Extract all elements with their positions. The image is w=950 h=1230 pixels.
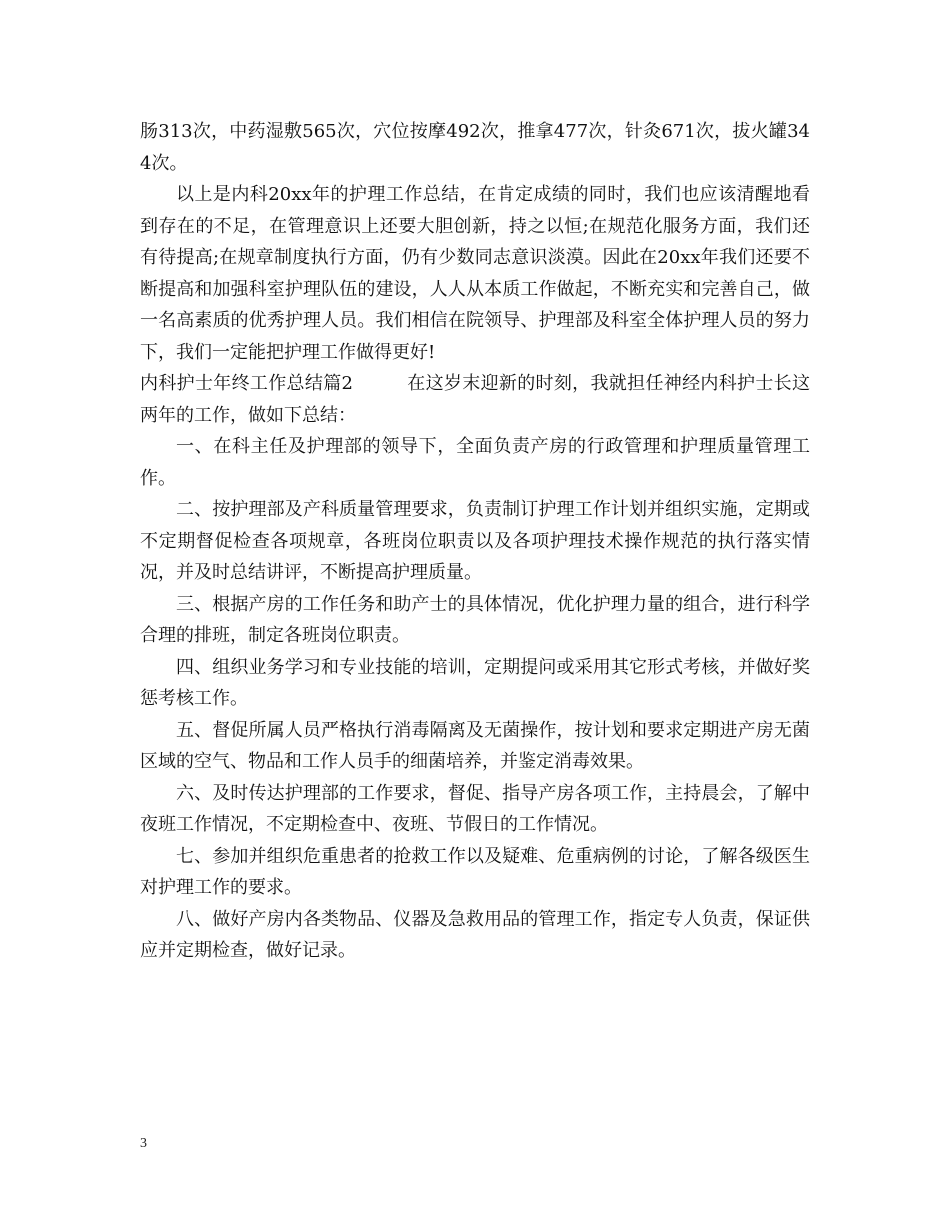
list-item: 八、做好产房内各类物品、仪器及急救用品的管理工作，指定专人负责，保证供应并定期检查，做好记录。 bbox=[140, 908, 810, 961]
list-item: 五、督促所属人员严格执行消毒隔离及无菌操作，按计划和要求定期进产房无菌区域的空气、物品和工作人员手的细菌培养，并鉴定消毒效果。 bbox=[140, 719, 810, 772]
section-intro: 在这岁末迎新的时刻，我就担任神经内科护士长这两年的工作，做如下总结： bbox=[140, 373, 810, 426]
list-item: 一、在科主任及护理部的领导下，全面负责产房的行政管理和护理质量管理工作。 bbox=[140, 436, 810, 489]
list-item: 四、组织业务学习和专业技能的培训，定期提问或采用其它形式考核，并做好奖惩考核工作。 bbox=[140, 656, 810, 709]
section-title: 内科护士年终工作总结篇2 bbox=[140, 373, 353, 394]
list-item: 二、按护理部及产科质量管理要求，负责制订护理工作计划并组织实施，定期或不定期督促检查各项规章，各班岗位职责以及各项护理技术操作规范的执行落实情况，并及时总结讲评，不断提高护理质量。 bbox=[140, 499, 810, 583]
paragraph-continued: 肠313次，中药湿敷565次，穴位按摩492次，推拿477次，针灸671次，拔火罐344次。 bbox=[140, 121, 810, 174]
document-body bbox=[140, 116, 810, 967]
section-heading-paragraph bbox=[140, 368, 810, 431]
list-item: 六、及时传达护理部的工作要求，督促、指导产房各项工作，主持晨会，了解中夜班工作情况，不定期检查中、夜班、节假日的工作情况。 bbox=[140, 782, 810, 835]
page-number: 3 bbox=[140, 1136, 147, 1151]
paragraph-summary: 以上是内科20xx年的护理工作总结，在肯定成绩的同时，我们也应该清醒地看到存在的不足，在管理意识上还要大胆创新，持之以恒;在规范化服务方面，我们还有待提高;在规章制度执行方面，仍有少数同志意识淡漠。因此在20xx年我们还要不断提高和加强科室护理队伍的建设，人人从本质工作做起，不断充实和完善自己，做一名高素质的优秀护理人员。我们相信在院领导、护理部及科室全体护理人员的努力下，我们一定能把护理工作做得更好! bbox=[140, 184, 810, 363]
list-item: 三、根据产房的工作任务和助产士的具体情况，优化护理力量的组合，进行科学合理的排班，制定各班岗位职责。 bbox=[140, 593, 810, 646]
list-item: 七、参加并组织危重患者的抢救工作以及疑难、危重病例的讨论，了解各级医生对护理工作的要求。 bbox=[140, 845, 810, 898]
